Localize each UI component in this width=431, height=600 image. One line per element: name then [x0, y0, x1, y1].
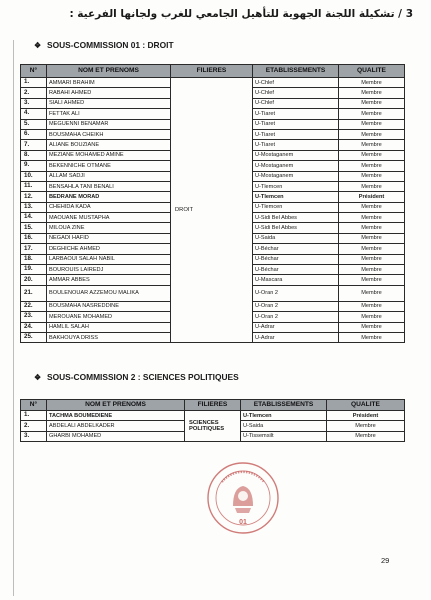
row-number: 1. — [21, 78, 47, 88]
etablissement-cell: U-Chlef — [253, 78, 339, 88]
qualite-cell: Membre — [339, 150, 405, 160]
table-header-row — [21, 65, 405, 78]
member-name: GHARBI MOHAMED — [47, 431, 185, 441]
qualite-cell: Membre — [339, 332, 405, 342]
etablissement-cell: U-Tlemcen — [253, 192, 339, 202]
etablissement-cell: U-Saida — [241, 421, 327, 431]
qualite-cell: Président — [339, 192, 405, 202]
member-name: MILOUA ZINE — [47, 223, 171, 233]
table-row — [21, 78, 405, 88]
member-name: AMMARI BRAHIM — [47, 78, 171, 88]
qualite-cell: Membre — [339, 88, 405, 98]
qualite-cell: Membre — [327, 431, 405, 441]
etablissement-cell: U-Tiaret — [253, 119, 339, 129]
header-qualite: QUALITE — [327, 400, 405, 411]
qualite-cell: Membre — [339, 171, 405, 181]
row-number: 6. — [21, 129, 47, 139]
member-name: MEROUANE MOHAMED — [47, 312, 171, 322]
row-number: 16. — [21, 233, 47, 243]
header-etablissement: ETABLISSEMENTS — [253, 65, 339, 78]
arabic-heading: 3 / تشكيلة اللجنة الجهوية للتأهيل الجامعي للغرب ولجانها الفرعية : — [69, 8, 413, 20]
row-number: 12. — [21, 192, 47, 202]
member-name: BEDRANE MORAD — [47, 192, 171, 202]
row-number: 2. — [21, 88, 47, 98]
row-number: 17. — [21, 244, 47, 254]
member-name: MEGUENNI BENAMAR — [47, 119, 171, 129]
qualite-cell: Membre — [339, 129, 405, 139]
section-title-droit — [34, 40, 174, 50]
header-filiere: FILIERES — [185, 400, 241, 411]
filiere-cell: DROIT — [171, 78, 253, 343]
etablissement-cell: U-Oran 2 — [253, 301, 339, 311]
qualite-cell: Membre — [339, 202, 405, 212]
qualite-cell: Membre — [339, 119, 405, 129]
row-number: 3. — [21, 431, 47, 441]
page-edge-line — [13, 40, 14, 596]
header-num: N° — [21, 65, 47, 78]
member-name: BOULENOUAR AZZEMOU MALIKA — [47, 285, 171, 301]
seal-emblem-icon — [205, 460, 281, 536]
row-number: 18. — [21, 254, 47, 264]
etablissement-cell: U-Sidi Bel Abbes — [253, 223, 339, 233]
university-seal — [205, 460, 281, 536]
row-number: 2. — [21, 421, 47, 431]
qualite-cell: Membre — [339, 275, 405, 285]
qualite-cell: Membre — [339, 140, 405, 150]
row-number: 3. — [21, 98, 47, 108]
member-name: MEZIANE MOHAMED AMINE — [47, 150, 171, 160]
qualite-cell: Membre — [339, 265, 405, 275]
etablissement-cell: U-Béchar — [253, 254, 339, 264]
member-name: RABAHI AHMED — [47, 88, 171, 98]
row-number: 19. — [21, 265, 47, 275]
section-title-text: SOUS-COMMISSION 01 : DROIT — [47, 40, 174, 50]
etablissement-cell: U-Tlemcen — [253, 202, 339, 212]
qualite-cell: Membre — [339, 233, 405, 243]
row-number: 24. — [21, 322, 47, 332]
row-number: 13. — [21, 202, 47, 212]
member-name: BEKENNICHE OTMANE — [47, 161, 171, 171]
section-title-text: SOUS-COMMISSION 2 : SCIENCES POLITIQUES — [47, 372, 239, 382]
member-name: BOUROUIS LAIREDJ — [47, 265, 171, 275]
droit-members-table — [20, 64, 405, 343]
member-name: ALLAM SADJI — [47, 171, 171, 181]
row-number: 10. — [21, 171, 47, 181]
member-name: ABDELALI ABDELKADER — [47, 421, 185, 431]
filiere-cell: SCIENCES POLITIQUES — [185, 411, 241, 442]
member-name: DEGHICHE AHMED — [47, 244, 171, 254]
member-name: AMMAR ABBES — [47, 275, 171, 285]
qualite-cell: Membre — [339, 301, 405, 311]
member-name: BENSAHLA TANI BENALI — [47, 181, 171, 191]
member-name: BAKHOUYA DRISS — [47, 332, 171, 342]
etablissement-cell: U-Adrar — [253, 332, 339, 342]
qualite-cell: Membre — [339, 312, 405, 322]
header-num: N° — [21, 400, 47, 411]
qualite-cell: Membre — [327, 421, 405, 431]
row-number: 5. — [21, 119, 47, 129]
header-name: NOM ET PRENOMS — [47, 65, 171, 78]
header-name: NOM ET PRENOMS — [47, 400, 185, 411]
qualite-cell: Membre — [339, 322, 405, 332]
etablissement-cell: U-Tiaret — [253, 109, 339, 119]
member-name: FETTAK ALI — [47, 109, 171, 119]
qualite-cell: Membre — [339, 254, 405, 264]
member-name: BOUSMAHA CHEIKH — [47, 129, 171, 139]
qualite-cell: Membre — [339, 181, 405, 191]
etablissement-cell: U-Béchar — [253, 265, 339, 275]
etablissement-cell: U-Mostaganem — [253, 161, 339, 171]
row-number: 25. — [21, 332, 47, 342]
section-title-sciences-politiques — [34, 372, 239, 382]
qualite-cell: Membre — [339, 213, 405, 223]
etablissement-cell: U-Chlef — [253, 88, 339, 98]
etablissement-cell: U-Tiaret — [253, 140, 339, 150]
member-name: CHEHIDA KADA — [47, 202, 171, 212]
qualite-cell: Membre — [339, 161, 405, 171]
page-number: 29 — [381, 556, 390, 565]
row-number: 20. — [21, 275, 47, 285]
row-number: 8. — [21, 150, 47, 160]
etablissement-cell: U-Oran 2 — [253, 285, 339, 301]
sciences-politiques-members-table — [20, 399, 405, 442]
row-number: 14. — [21, 213, 47, 223]
table-row — [21, 411, 405, 421]
header-etablissement: ETABLISSEMENTS — [241, 400, 327, 411]
member-name: NEGADI HAFID — [47, 233, 171, 243]
etablissement-cell: U-Tissemsilt — [241, 431, 327, 441]
etablissement-cell: U-Oran 2 — [253, 312, 339, 322]
etablissement-cell: U-Chlef — [253, 98, 339, 108]
member-name: SIALI AHMED — [47, 98, 171, 108]
header-filiere: FILIERES — [171, 65, 253, 78]
member-name: ALIANE BOUZIANE — [47, 140, 171, 150]
qualite-cell: Président — [327, 411, 405, 421]
etablissement-cell: U-Mostaganem — [253, 171, 339, 181]
etablissement-cell: U-Béchar — [253, 244, 339, 254]
etablissement-cell: U-Adrar — [253, 322, 339, 332]
member-name: LARBAOUI SALAH NABIL — [47, 254, 171, 264]
etablissement-cell: U-Sidi Bel Abbes — [253, 213, 339, 223]
qualite-cell: Membre — [339, 98, 405, 108]
diamond-bullet-icon: ❖ — [34, 41, 42, 50]
row-number: 7. — [21, 140, 47, 150]
etablissement-cell: U-Tlemcen — [241, 411, 327, 421]
row-number: 4. — [21, 109, 47, 119]
qualite-cell: Membre — [339, 244, 405, 254]
row-number: 21. — [21, 285, 47, 301]
member-name: BOUSMAHA NASREDDINE — [47, 301, 171, 311]
seal-number: 01 — [239, 519, 247, 526]
qualite-cell: Membre — [339, 109, 405, 119]
member-name: HAMLIL SALAH — [47, 322, 171, 332]
row-number: 22. — [21, 301, 47, 311]
etablissement-cell: U-Tlemcen — [253, 181, 339, 191]
row-number: 15. — [21, 223, 47, 233]
header-qualite: QUALITE — [339, 65, 405, 78]
member-name: MAOUANE MUSTAPHA — [47, 213, 171, 223]
etablissement-cell: U-Mascara — [253, 275, 339, 285]
etablissement-cell: U-Tiaret — [253, 129, 339, 139]
row-number: 9. — [21, 161, 47, 171]
etablissement-cell: U-Saida — [253, 233, 339, 243]
diamond-bullet-icon: ❖ — [34, 373, 42, 382]
qualite-cell: Membre — [339, 223, 405, 233]
row-number: 1. — [21, 411, 47, 421]
qualite-cell: Membre — [339, 78, 405, 88]
row-number: 11. — [21, 181, 47, 191]
row-number: 23. — [21, 312, 47, 322]
table-header-row — [21, 400, 405, 411]
member-name: TACHMA BOUMEDIENE — [47, 411, 185, 421]
qualite-cell: Membre — [339, 285, 405, 301]
etablissement-cell: U-Mostaganem — [253, 150, 339, 160]
